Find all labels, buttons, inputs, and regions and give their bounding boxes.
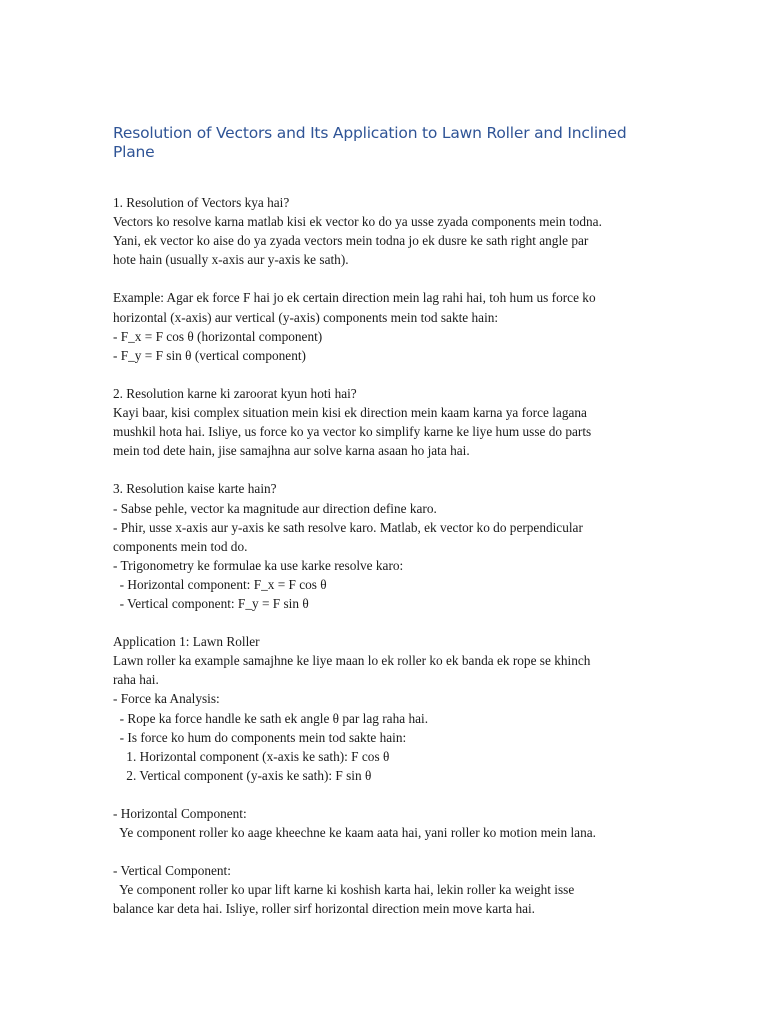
paragraph-line: components mein tod do.: [113, 538, 248, 554]
title-line: Resolution of Vectors and Its Application to Lawn Roller and Inclined: [113, 124, 627, 142]
paragraph-line: mein tod dete hain, jise samajhna aur solve karna asaan ho jata hai.: [113, 443, 470, 459]
list-item: - Horizontal Component:: [113, 806, 247, 821]
section-heading: Application 1: Lawn Roller: [113, 634, 260, 650]
list-item: - Force ka Analysis:: [113, 691, 220, 707]
paragraph-line: Lawn roller ka example samajhne ke liye maan lo ek roller ko ek banda ek rope se khinch: [113, 653, 591, 669]
list-item: - Phir, usse x-axis aur y-axis ke sath resolve karo. Matlab, ek vector ko do perpendicular: [113, 519, 583, 535]
application-1: [113, 632, 673, 785]
paragraph-line: raha hai.: [113, 672, 159, 688]
formula-line: 1. Horizontal component (x-axis ke sath): F cos θ: [113, 748, 390, 764]
paragraph-gap: [113, 269, 673, 288]
list-item: - Rope ka force handle ke sath ek angle θ par lag raha hai.: [113, 710, 429, 726]
list-item: - Sabse pehle, vector ka magnitude aur direction define karo.: [113, 500, 437, 516]
title-line: Plane: [113, 143, 155, 162]
list-item: - Is force ko hum do components mein tod sakte hain:: [113, 729, 407, 745]
formula-line: - Horizontal component: F_x = F cos θ: [113, 576, 327, 592]
formula-line: - F_y = F sin θ (vertical component): [113, 347, 306, 363]
document-title: [113, 121, 673, 162]
section-heading: 2. Resolution karne ki zaroorat kyun hoti hai?: [113, 385, 357, 401]
paragraph-gap: [113, 785, 673, 804]
formula-line: - Vertical component: F_y = F sin θ: [113, 595, 309, 611]
paragraph-line: Yani, ek vector ko aise do ya zyada vectors mein todna jo ek dusre ke sath right angle par: [113, 233, 589, 249]
document-body: [113, 193, 673, 919]
paragraph-line: balance kar deta hai. Isliye, roller sirf horizontal direction mein move karta hai.: [113, 901, 536, 917]
paragraph-line: horizontal (x-axis) aur vertical (y-axis) components mein tod sakte hain:: [113, 309, 499, 325]
paragraph-line: Example: Agar ek force F hai jo ek certain direction mein lag rahi hai, toh hum us force ko: [113, 290, 596, 306]
paragraph-gap: [113, 842, 673, 861]
paragraph-line: Ye component roller ko aage kheechne ke kaam aata hai, yani roller ko motion mein lana.: [113, 825, 596, 841]
example-block: [113, 288, 673, 364]
section-heading: 1. Resolution of Vectors kya hai?: [113, 195, 290, 210]
section-heading: 3. Resolution kaise karte hain?: [113, 481, 277, 497]
section-1: [113, 193, 673, 269]
formula-line: - F_x = F cos θ (horizontal component): [113, 328, 323, 344]
paragraph-gap: [113, 365, 673, 384]
section-3: [113, 479, 673, 613]
paragraph-gap: [113, 460, 673, 479]
list-item: - Trigonometry ke formulae ka use karke resolve karo:: [113, 557, 404, 573]
paragraph-line: mushkil hota hai. Isliye, us force ko ya vector ko simplify karne ke liye hum usse do parts: [113, 424, 592, 440]
paragraph-line: Ye component roller ko upar lift karne ki koshish karta hai, lekin roller ka weight isse: [113, 882, 575, 898]
list-item: - Vertical Component:: [113, 863, 231, 879]
paragraph-gap: [113, 613, 673, 632]
vertical-component: [113, 861, 673, 918]
formula-line: 2. Vertical component (y-axis ke sath): F sin θ: [113, 767, 372, 783]
paragraph-line: hote hain (usually x-axis aur y-axis ke sath).: [113, 252, 349, 268]
section-2: [113, 384, 673, 460]
paragraph-line: Kayi baar, kisi complex situation mein kisi ek direction mein kaam karna ya force lagana: [113, 405, 587, 421]
horizontal-component: [113, 804, 673, 842]
paragraph-line: Vectors ko resolve karna matlab kisi ek vector ko do ya usse zyada components mein todna.: [113, 214, 602, 230]
